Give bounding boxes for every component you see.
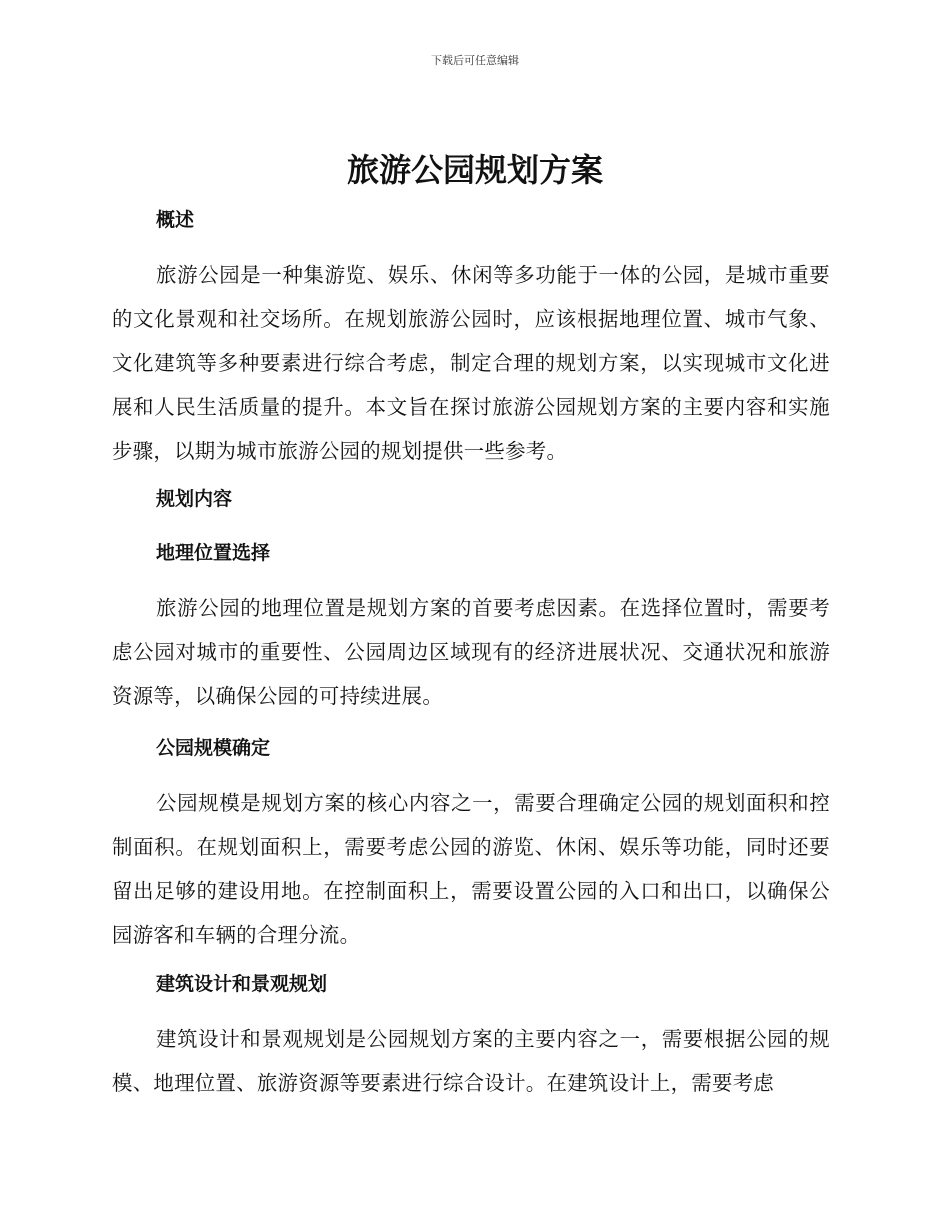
section-heading-design: 建筑设计和景观规划 — [156, 973, 328, 995]
paragraph-location: 旅游公园的地理位置是规划方案的首要考虑因素。在选择位置时，需要考虑公园对城市的重要性、公园周边区域现有的经济进展状况、交通状况和旅游资源等，以确保公园的可持续进展。 — [112, 596, 830, 708]
header-note: 下载后可任意编辑 — [431, 54, 519, 67]
paragraph-overview: 旅游公园是一种集游览、娱乐、休闲等多功能于一体的公园，是城市重要的文化景观和社交场所。在规划旅游公园时，应该根据地理位置、城市气象、文化建筑等多种要素进行综合考虑，制定合理的规划方案，以实现城市文化进展和人民生活质量的提升。本文旨在探讨旅游公园规划方案的主要内容和实施步骤，以期为城市旅游公园的规划提供一些参考。 — [112, 263, 830, 463]
section-heading-location: 地理位置选择 — [156, 542, 271, 564]
paragraph-scale: 公园规模是规划方案的核心内容之一，需要合理确定公园的规划面积和控制面积。在规划面积上，需要考虑公园的游览、休闲、娱乐等功能，同时还要留出足够的建设用地。在控制面积上，需要设置公园的入口和出口，以确保公园游客和车辆的合理分流。 — [112, 791, 830, 947]
section-heading-overview: 概述 — [156, 209, 195, 231]
section-heading-content: 规划内容 — [156, 488, 233, 510]
paragraph-design: 建筑设计和景观规划是公园规划方案的主要内容之一，需要根据公园的规模、地理位置、旅游资源等要素进行综合设计。在建筑设计上，需要考虑 — [112, 1027, 830, 1095]
section-heading-scale: 公园规模确定 — [156, 737, 271, 759]
document-title: 旅游公园规划方案 — [346, 151, 603, 189]
